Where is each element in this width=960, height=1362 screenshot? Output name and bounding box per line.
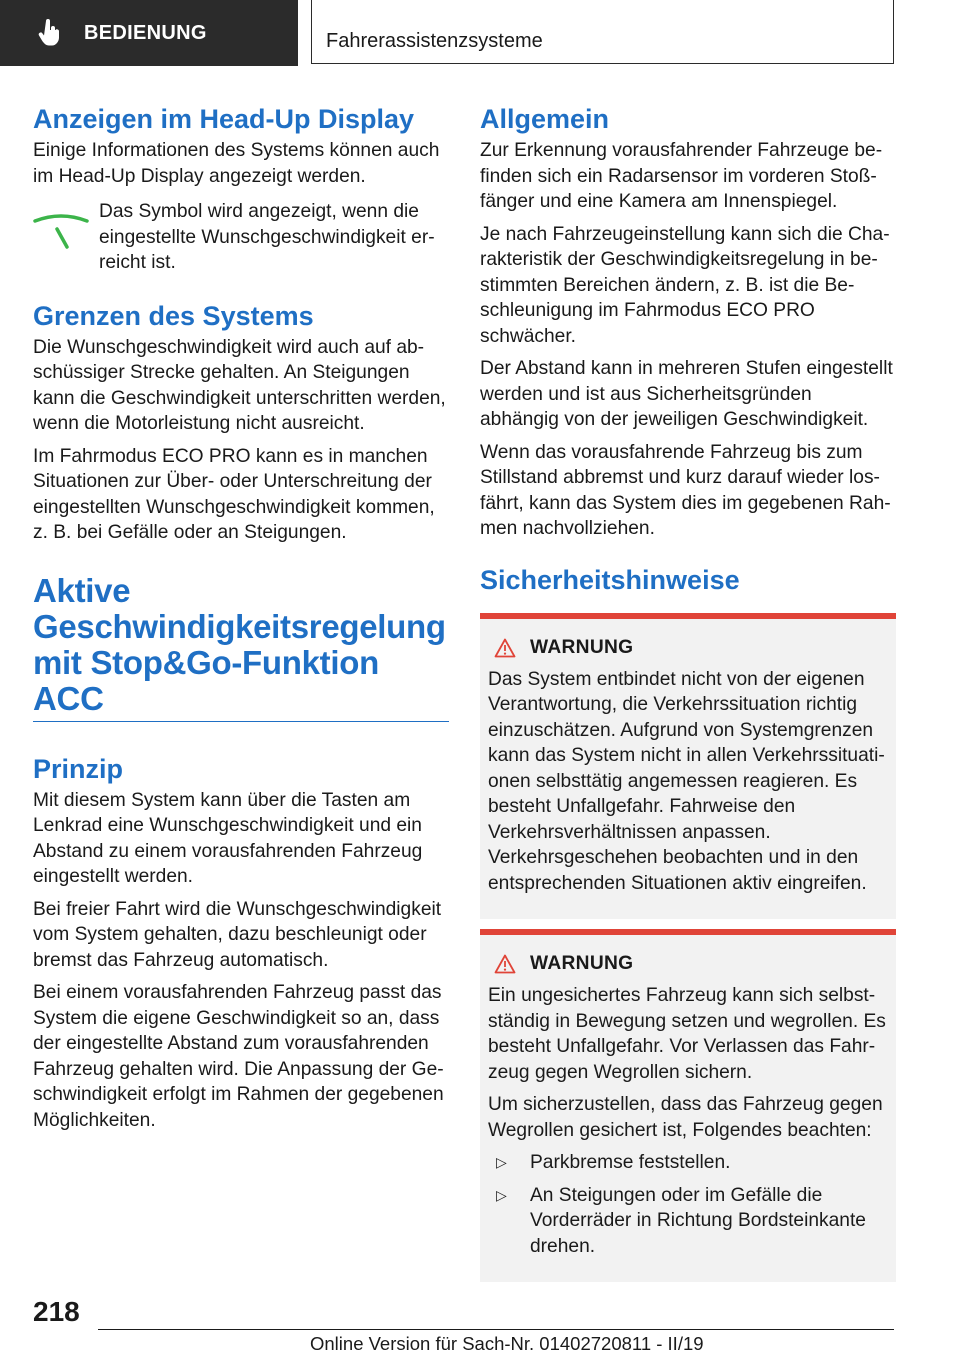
chapter-label: BEDIENUNG	[84, 21, 207, 44]
chapter-tab[interactable]	[0, 0, 298, 66]
general-paragraph-4: Wenn das vorausfahrende Fahrzeug bis zum Stillstand abbremst und kurz darauf wieder losfährt, kann das System dies im gegebenen Rahmen nachvollziehen.	[480, 441, 891, 539]
safety-heading: Sicherheitshinweise	[480, 564, 740, 595]
warning-box-1	[480, 613, 896, 920]
right-column	[480, 102, 896, 1282]
general-heading: Allgemein	[480, 104, 610, 134]
bullet-triangle-icon: ▷	[496, 1154, 507, 1170]
list-item: ▷ Parkbremse feststellen.	[488, 1150, 888, 1176]
warning-title-1: WARNUNG	[530, 636, 634, 658]
acc-title: Aktive Geschwindigkeitsregelung mit Stop&Go-Funktion ACC	[33, 571, 446, 717]
limits-heading: Grenzen des Systems	[33, 300, 314, 331]
hand-pointer-icon	[38, 19, 62, 47]
speed-reached-icon	[33, 213, 89, 253]
warning-text-2b: Um sicherzustellen, dass das Fahrzeug gegen Wegrollen gesichert ist, Folgendes beachten:	[488, 1094, 883, 1141]
principle-paragraph-1: Mit diesem System kann über die Tasten am Lenkrad eine Wunschgeschwindigkeit und ein Abstand zu einem vorausfahrenden Fahrzeug eingestellt werden.	[33, 789, 423, 887]
hud-symbol-text: Das Symbol wird angezeigt, wenn die eingestellte Wunschgeschwindigkeit erreicht ist.	[99, 201, 435, 273]
limits-paragraph-1: Die Wunschgeschwindigkeit wird auch auf abschüssiger Strecke gehalten. An Steigungen kann die Geschwindigkeit unterschritten werden, wenn die Motorleistung nicht ausreicht.	[33, 336, 446, 434]
page-number: 218	[33, 1296, 80, 1327]
hud-symbol-row	[33, 199, 449, 283]
principle-paragraph-3: Bei einem vorausfahrenden Fahrzeug passt das System die eigene Geschwindigkeit so an, dass der eingestellte Abstand zum vorausfahrenden Fahrzeug gehalten wird. Die Anpassung der Geschwindigkeit erfolgt im Rahmen der gegebenen Möglichkeiten.	[33, 982, 444, 1131]
principle-heading: Prinzip	[33, 753, 124, 784]
warning-list	[488, 1150, 888, 1259]
warning-triangle-icon	[494, 638, 516, 658]
left-column	[33, 102, 449, 1140]
page-header	[0, 0, 960, 66]
general-paragraph-2: Je nach Fahrzeugeinstellung kann sich die Charakteristik der Geschwindigkeitsregelung in bestimmten Bereichen ändern, z. B. ist die Beschleunigung im Fahrmodus ECO PRO schwächer.	[480, 223, 890, 347]
general-paragraph-1: Zur Erkennung vorausfahrender Fahrzeuge befinden sich ein Radarsensor im vorderen Stoßfänger und eine Kamera am Innenspiegel.	[480, 140, 883, 212]
acc-title-block	[33, 573, 449, 722]
principle-paragraph-2: Bei freier Fahrt wird die Wunschgeschwindigkeit vom System gehalten, dazu beschleunigt oder bremst das Fahrzeug automatisch.	[33, 898, 442, 971]
online-version-text: Online Version für Sach-Nr. 01402720811 - II/19	[310, 1333, 704, 1354]
warning-header-2	[488, 953, 888, 975]
list-item: ▷ An Steigungen oder im Gefälle die Vorderräder in Richtung Bordsteinkante drehen.	[488, 1183, 888, 1260]
warning-title-2: WARNUNG	[530, 953, 634, 974]
hud-heading: Anzeigen im Head-Up Display	[33, 104, 415, 134]
warning-header-1	[488, 637, 888, 659]
warning-text-2a: Ein ungesichertes Fahrzeug kann sich selbstständig in Bewegung setzen und wegrollen. Es besteht Unfallgefahr. Vor Verlassen das Fahrzeug gegen Wegrollen sichern.	[488, 985, 886, 1083]
general-paragraph-3: Der Abstand kann in mehreren Stufen eingestellt werden und ist aus Sicherheitsgründen abhängig von der jeweiligen Geschwindigkeit.	[480, 358, 893, 430]
page-footer	[0, 1296, 960, 1362]
bullet-triangle-icon: ▷	[496, 1186, 507, 1203]
footer-rule	[98, 1329, 894, 1330]
warning-triangle-icon	[494, 954, 516, 974]
limits-paragraph-2: Im Fahrmodus ECO PRO kann es in manchen Situationen zur Über- oder Unterschreitung der eingestellten Wunschgeschwindigkeit kommen, z. B. bei Gefälle oder an Steigungen.	[33, 445, 435, 543]
warning-box-2	[480, 929, 896, 1282]
section-title: Fahrerassistenzsysteme	[311, 0, 894, 64]
warning-text-1: Das System entbindet nicht von der eigenen Verantwortung, die Verkehrssituation richtig einzuschätzen. Aufgrund von Systemgrenzen kann das System nicht in allen Verkehrssituationen selbsttätig angemessen reagieren. Es besteht Unfallgefahr. Fahrweise den Verkehrsverhältnissen anpassen. Verkehrsgeschehen beobachten und in den entsprechenden Situationen aktiv eingreifen.	[488, 668, 885, 894]
hud-paragraph: Einige Informationen des Systems können auch im Head-Up Display angezeigt werden.	[33, 140, 440, 187]
